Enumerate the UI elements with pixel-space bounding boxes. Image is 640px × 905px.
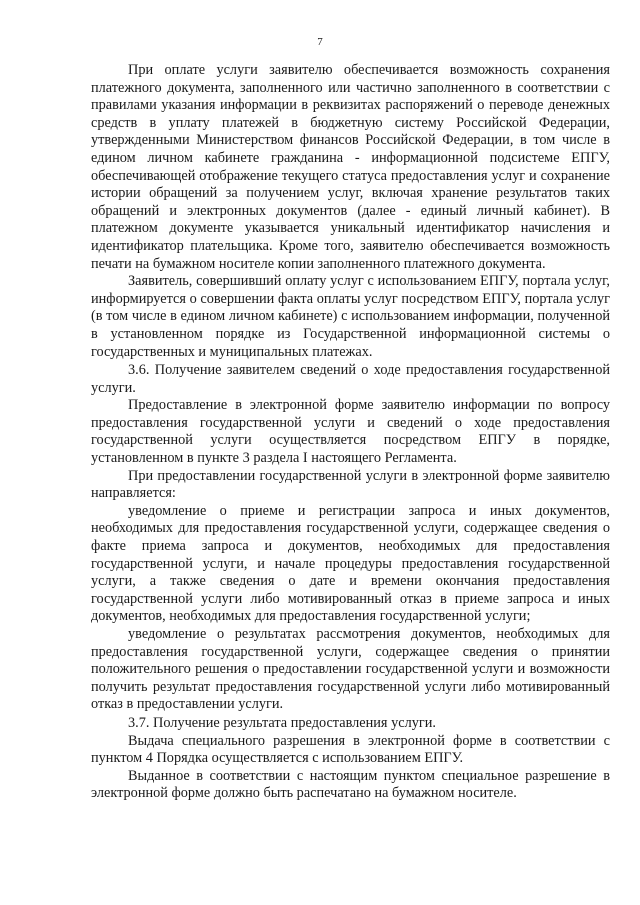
paragraph-payment-notification: Заявитель, совершивший оплату услуг с использованием ЕПГУ, портала услуг, информируется о совершении факта оплаты услуг посредством ЕПГУ, портала услуг (в том числе в едином личном кабинете) с использованием информации, полученной в установленном порядке из Государственной информационной системы о государственных и муниципальных платежах. [91,273,610,360]
paragraph-permit-printing: Выданное в соответствии с настоящим пунктом специальное разрешение в электронной форме должно быть распечатано на бумажном носителе. [91,767,610,802]
paragraph-status-info: Предоставление в электронной форме заявителю информации по вопросу предоставления государственной услуги и сведений о ходе предоставления государственной услуги осуществляется посредством ЕПГУ в порядке, установленном в пункте 3 раздела I настоящего Регламента. [91,397,610,467]
page-number: 7 [317,36,323,48]
list-item-receipt-notice: уведомление о приеме и регистрации запроса и иных документов, необходимых для предоставления государственной услуги, содержащее сведения о факте приема запроса и документов, необходимых для предоставления государственной услуги, и начале процедуры предоставления государственной услуги, а также сведения о дате и времени окончания предоставления государственной услуги либо мотивированный отказ в приеме запроса и иных документов, необходимых для предоставления государственной услуги; [91,502,610,625]
paragraph-payment-document: При оплате услуги заявителю обеспечивается возможность сохранения платежного документа, заполненного или частично заполненного в соответствии с правилами указания информации в реквизитах распоряжений о переводе денежных средств в уплату платежей в бюджетную систему Российской Федерации, утвержденными Министерством финансов Российской Федерации, в том числе в едином личном кабинете гражданина - информационной подсистеме ЕПГУ, обеспечивающей отображение текущего статуса предоставления услуг и сохранение истории обращений за получением услуг, включая хранение результатов таких обращений и электронных документов (далее - единый личный кабинет). В платежном документе указывается уникальный идентификатор начисления и идентификатор плательщика. Кроме того, заявителю обеспечивается возможность печати на бумажном носителе копии заполненного платежного документа. [91,62,610,272]
paragraph-permit-issuance: Выдача специального разрешения в электронной форме в соответствии с пунктом 4 Порядка осуществляется с использованием ЕПГУ. [91,732,610,767]
list-item-results-notice: уведомление о результатах рассмотрения документов, необходимых для предоставления государственной услуги, содержащее сведения о принятии положительного решения о предоставлении государственной услуги и возможности получить результат предоставления государственной услуги либо мотивированный отказ в предоставлении услуги. [91,626,610,713]
paragraph-applicant-notifications: При предоставлении государственной услуги в электронной форме заявителю направляется: [91,467,610,502]
section-heading-3-7: 3.7. Получение результата предоставления услуги. [128,714,436,731]
section-heading-3-6: 3.6. Получение заявителем сведений о ходе предоставления государственной услуги. [91,362,610,396]
document-body [91,62,610,803]
